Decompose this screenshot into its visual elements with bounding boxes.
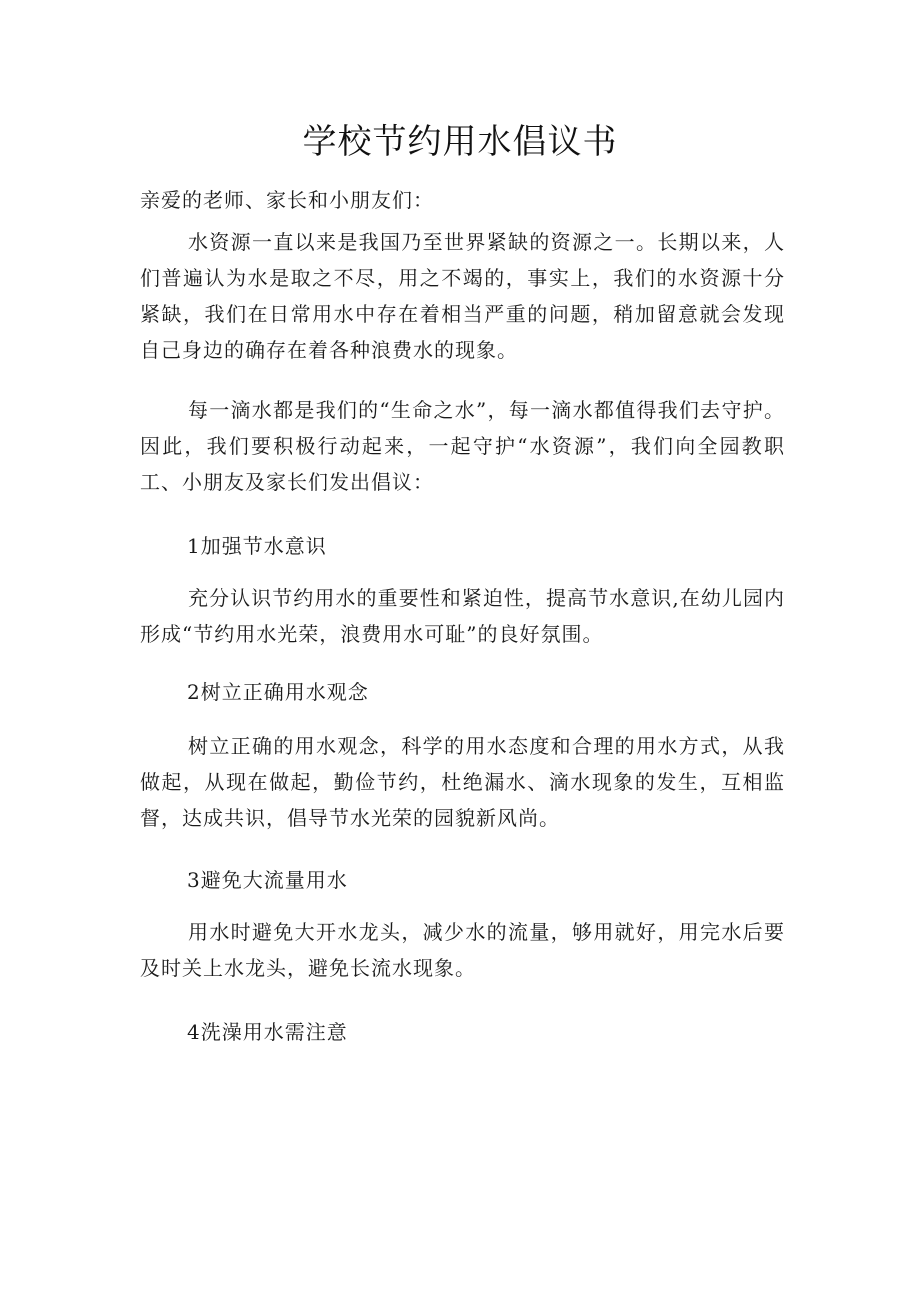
section-body-1: 充分认识节约用水的重要性和紧迫性，提高节水意识,在幼儿园内形成“节约用水光荣，浪费用水可耻”的良好氛围。 (140, 586, 785, 646)
greeting: 亲爱的老师、家长和小朋友们： (140, 188, 434, 212)
section-heading-4: 4洗澡用水需注意 (187, 1020, 348, 1044)
section-heading-2: 2树立正确用水观念 (187, 680, 369, 704)
section-heading-1: 1加强节水意识 (187, 534, 327, 558)
intro-paragraph-2: 每一滴水都是我们的“生命之水”，每一滴水都值得我们去守护。因此，我们要积极行动起来，一起守护“水资源”，我们向全园教职工、小朋友及家长们发出倡议： (140, 398, 785, 494)
section-heading-3: 3避免大流量用水 (187, 868, 348, 892)
document-title: 学校节约用水倡议书 (302, 122, 618, 162)
section-body-2: 树立正确的用水观念，科学的用水态度和合理的用水方式，从我做起，从现在做起，勤俭节约，杜绝漏水、滴水现象的发生，互相监督，达成共识，倡导节水光荣的园貌新风尚。 (140, 734, 785, 830)
intro-paragraph-1: 水资源一直以来是我国乃至世界紧缺的资源之一。长期以来，人们普遍认为水是取之不尽，用之不竭的，事实上，我们的水资源十分紧缺，我们在日常用水中存在着相当严重的问题，稍加留意就会发现自己身边的确存在着各种浪费水的现象。 (140, 230, 785, 362)
section-body-3: 用水时避免大开水龙头，减少水的流量，够用就好，用完水后要及时关上水龙头，避免长流水现象。 (140, 920, 785, 980)
